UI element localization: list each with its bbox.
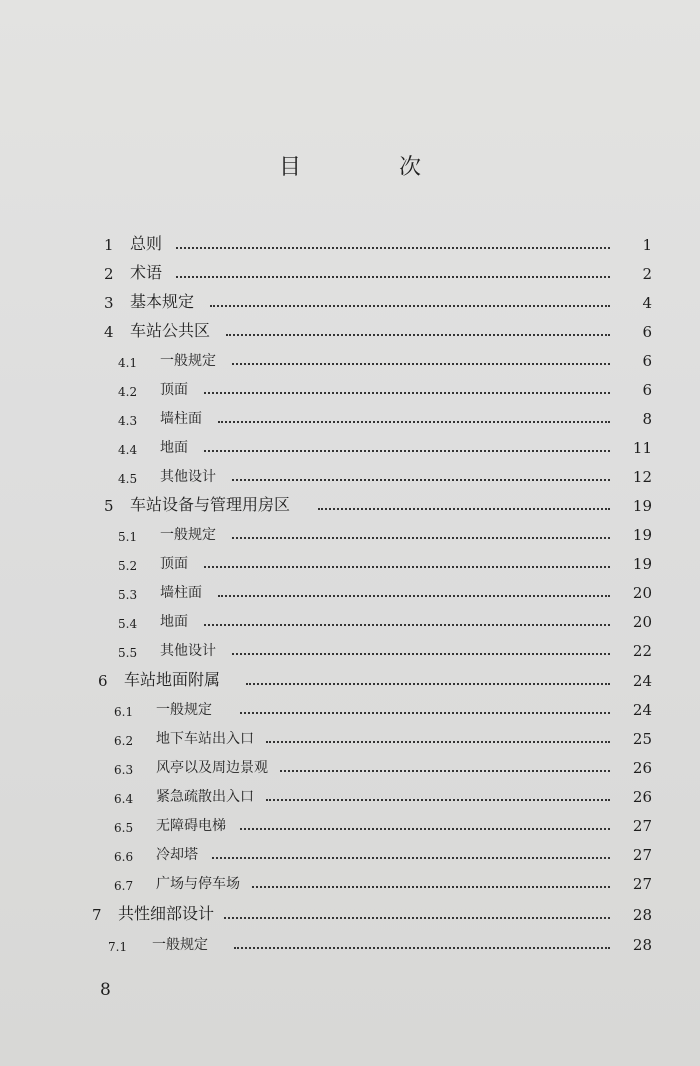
- toc-label: 顶面: [160, 382, 188, 398]
- toc-entry: [0, 867, 700, 895]
- toc-label: 一般规定: [160, 353, 216, 369]
- toc-page: 25: [632, 730, 652, 748]
- toc-entry: [0, 576, 700, 604]
- toc-page: 2: [642, 265, 652, 283]
- toc-entry: [0, 431, 700, 459]
- toc-number: 4.1: [118, 356, 138, 370]
- toc-number: 5: [104, 497, 114, 515]
- toc-leader: [224, 917, 610, 919]
- toc-label: 术语: [130, 263, 163, 282]
- toc-label: 地面: [160, 614, 188, 630]
- toc-leader: [318, 508, 610, 510]
- toc-page: 1: [642, 236, 652, 254]
- toc-entry: [0, 518, 700, 546]
- toc-number: 6.5: [114, 821, 134, 835]
- toc-leader: [266, 741, 610, 743]
- toc-number: 6.6: [114, 850, 134, 864]
- toc-leader: [232, 479, 610, 481]
- toc-number: 5.5: [118, 646, 138, 660]
- toc-leader: [204, 450, 610, 452]
- toc-page: 27: [632, 817, 652, 835]
- toc-label: 地面: [160, 440, 188, 456]
- toc-label: 广场与停车场: [156, 876, 240, 892]
- toc-leader: [204, 392, 610, 394]
- toc-label: 墙柱面: [160, 585, 202, 601]
- toc-number: 2: [104, 265, 114, 283]
- toc-entry: [0, 722, 700, 750]
- toc-number: 4: [104, 323, 114, 341]
- toc-number: 7: [92, 906, 102, 924]
- page-title: 目 次: [278, 155, 459, 180]
- toc-page: 11: [632, 439, 652, 457]
- toc-entry: [0, 315, 700, 343]
- toc-number: 4.3: [118, 414, 138, 428]
- toc-page: 28: [632, 936, 652, 954]
- toc-entry: [0, 402, 700, 430]
- toc-number: 1: [104, 236, 114, 254]
- toc-page: 6: [642, 381, 652, 399]
- toc-entry: [0, 780, 700, 808]
- toc-number: 5.4: [118, 617, 138, 631]
- toc-label: 车站公共区: [130, 321, 211, 340]
- toc-label: 总则: [130, 234, 163, 253]
- toc-entry: [0, 228, 700, 256]
- toc-entry: [0, 605, 700, 633]
- toc-label: 一般规定: [152, 937, 208, 953]
- toc-number: 5.2: [118, 559, 138, 573]
- toc-label: 其他设计: [160, 469, 216, 485]
- toc-leader: [232, 363, 610, 365]
- toc-leader: [176, 276, 610, 278]
- toc-entry: [0, 344, 700, 372]
- toc-page: 24: [632, 672, 652, 690]
- toc-entry: [0, 838, 700, 866]
- toc-page: 27: [632, 875, 652, 893]
- toc-leader: [240, 828, 610, 830]
- toc-leader: [212, 857, 610, 859]
- toc-label: 一般规定: [160, 527, 216, 543]
- toc-label: 基本规定: [130, 292, 195, 311]
- toc-leader: [218, 421, 610, 423]
- toc-entry: [0, 634, 700, 662]
- toc-label: 墙柱面: [160, 411, 202, 427]
- toc-page: 19: [632, 526, 652, 544]
- toc-page: 20: [632, 584, 652, 602]
- toc-label: 一般规定: [156, 702, 212, 718]
- toc-label: 车站设备与管理用房区: [130, 495, 291, 514]
- toc-page: 24: [632, 701, 652, 719]
- toc-page: 22: [632, 642, 652, 660]
- toc-leader: [234, 947, 610, 949]
- toc-number: 6.1: [114, 705, 134, 719]
- toc-page: 6: [642, 323, 652, 341]
- toc-number: 7.1: [108, 940, 128, 954]
- toc-number: 4.4: [118, 443, 138, 457]
- toc-page: 26: [632, 759, 652, 777]
- toc-entry: [0, 664, 700, 692]
- toc-label: 车站地面附属: [124, 670, 221, 689]
- toc-page: 19: [632, 555, 652, 573]
- toc-page: 26: [632, 788, 652, 806]
- toc-page: 8: [642, 410, 652, 428]
- toc-entry: [0, 547, 700, 575]
- toc-label: 风亭以及周边景观: [156, 760, 268, 776]
- toc-label: 共性细部设计: [118, 904, 215, 923]
- toc-page: 28: [632, 906, 652, 924]
- toc-leader: [204, 624, 610, 626]
- toc-entry: [0, 489, 700, 517]
- toc-number: 6.4: [114, 792, 134, 806]
- toc-leader: [226, 334, 610, 336]
- toc-entry: [0, 286, 700, 314]
- toc-page: 6: [642, 352, 652, 370]
- toc-page: 20: [632, 613, 652, 631]
- toc-entry: [0, 460, 700, 488]
- toc-leader: [210, 305, 610, 307]
- toc-number: 5.1: [118, 530, 138, 544]
- toc-page: 27: [632, 846, 652, 864]
- toc-label: 地下车站出入口: [156, 731, 254, 747]
- toc-entry: [0, 809, 700, 837]
- toc-leader: [280, 770, 610, 772]
- toc-label: 冷却塔: [156, 847, 198, 863]
- toc-leader: [176, 247, 610, 249]
- toc-entry: [0, 257, 700, 285]
- toc-entry: [0, 693, 700, 721]
- toc-leader: [266, 799, 610, 801]
- toc-page: 12: [632, 468, 652, 486]
- toc-entry: [0, 898, 700, 926]
- toc-number: 4.5: [118, 472, 138, 486]
- toc-leader: [232, 537, 610, 539]
- toc-leader: [240, 712, 610, 714]
- toc-page: 4: [642, 294, 652, 312]
- toc-label: 顶面: [160, 556, 188, 572]
- toc-label: 紧急疏散出入口: [156, 789, 254, 805]
- toc-label: 其他设计: [160, 643, 216, 659]
- toc-entry: [0, 751, 700, 779]
- toc-number: 3: [104, 294, 114, 312]
- toc-number: 4.2: [118, 385, 138, 399]
- toc-leader: [218, 595, 610, 597]
- toc-leader: [252, 886, 610, 888]
- toc-number: 6: [98, 672, 108, 690]
- page-number: 8: [100, 980, 111, 1000]
- toc-leader: [232, 653, 610, 655]
- toc-number: 5.3: [118, 588, 138, 602]
- toc-number: 6.3: [114, 763, 134, 777]
- toc-page: 19: [632, 497, 652, 515]
- toc-number: 6.7: [114, 879, 134, 893]
- toc-label: 无障碍电梯: [156, 818, 226, 834]
- toc-entry: [0, 373, 700, 401]
- toc-entry: [0, 928, 700, 956]
- toc-number: 6.2: [114, 734, 134, 748]
- toc-leader: [204, 566, 610, 568]
- toc-leader: [246, 683, 610, 685]
